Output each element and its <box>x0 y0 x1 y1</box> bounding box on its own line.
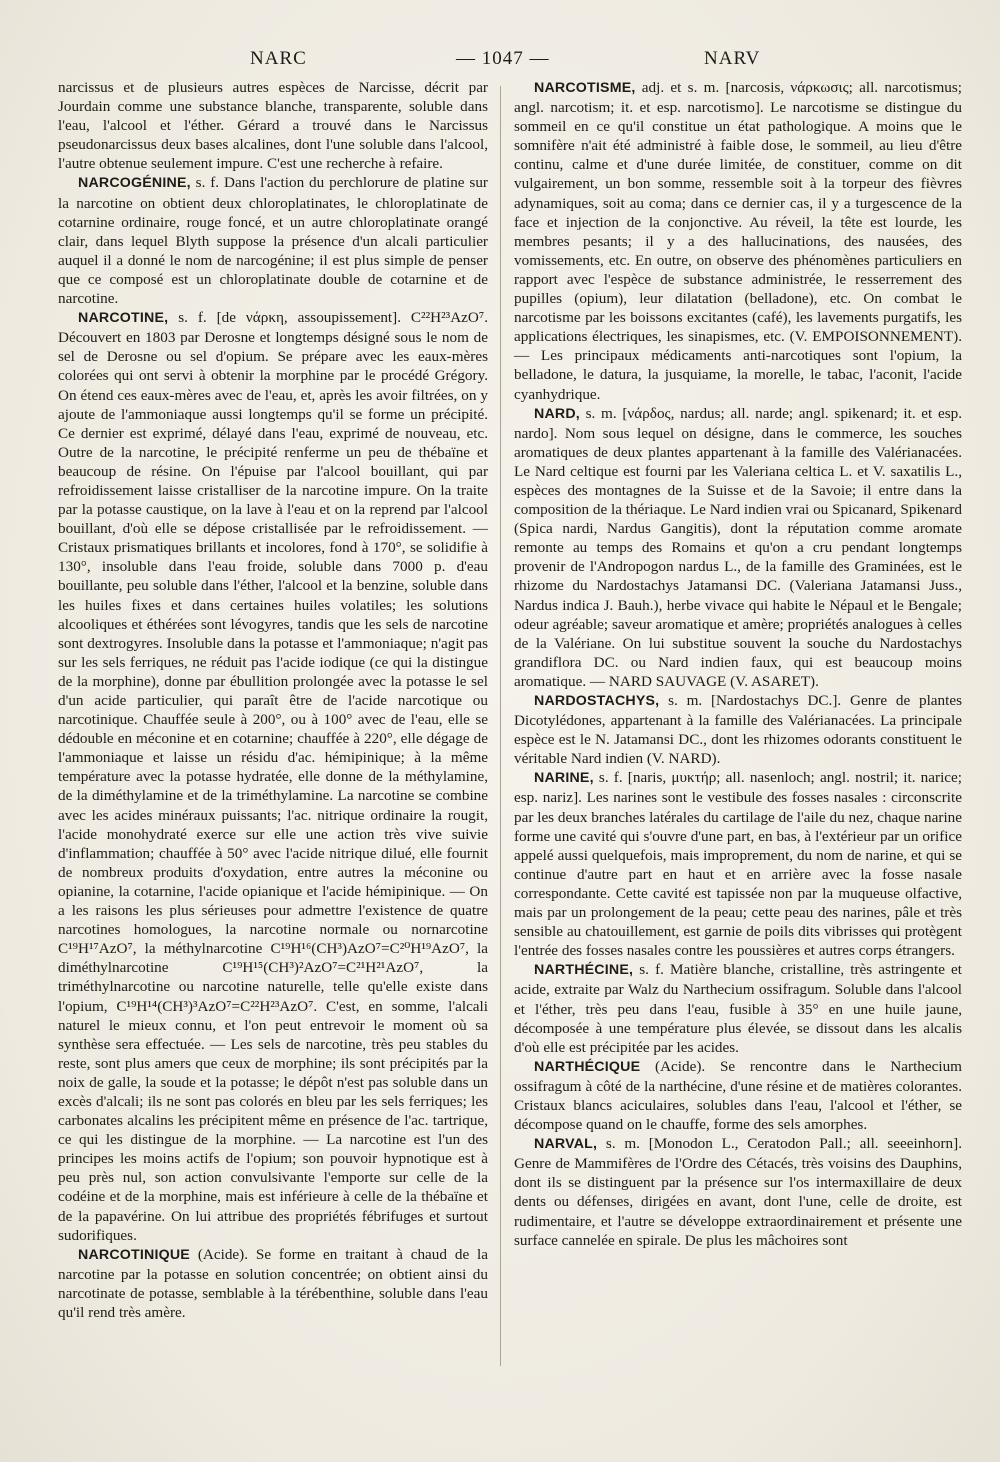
entry-headword: NARD, <box>534 405 580 422</box>
entry-nardostachys <box>514 691 962 768</box>
running-head-left: NARC <box>250 48 307 69</box>
left-column <box>58 78 488 1322</box>
entry-narcotinique <box>58 1245 488 1322</box>
entry-headword: NARINE, <box>534 770 594 787</box>
entry-text: (Acide). Se forme en traitant à chaud de la narcotine par la potasse en solution concentrée; on obtient ainsi du narcotinate de potasse, semblable à la térébenthine, soluble dans l'eau qu'il rend très amère. <box>58 1245 489 1321</box>
entry-headword: NARVAL, <box>534 1136 598 1153</box>
column-divider <box>500 86 501 1366</box>
running-head-right: NARV <box>704 48 761 69</box>
entry-headword: NARCOTINIQUE <box>78 1246 190 1263</box>
entry-narcotine <box>58 308 488 1245</box>
entry-narthecine <box>514 960 962 1056</box>
entry-headword: NARDOSTACHYS, <box>534 693 660 709</box>
entry-text: s. f. [de νάρκη, assoupissement]. C²²H²³AzO⁷. Découvert en 1803 par Derosne et longtemps désigné sous le nom de sel de Derosne ou sel d'opium. Se prépare avec les eaux-mères colorées qui ont servi à obtenir la morphine par le procédé Grégory. On étend ces eaux-mères avec de l'eau, et, après les avoir filtrées, on y ajoute de l'ammoniaque aussi longtemps qu'il se forme un précipité. Ce dernier est exprimé, délayé dans l'eau, exprimé de nouveau, etc. Outre de la narcotine, le précipité renferme un peu de thébaïne et beaucoup de résine. On l'épuise par l'alcool bouillant, qui par refroidissement laisse cristalliser de la narcotine impure. On la traite par la potasse caustique, on la lave à l'eau et on la reprend par l'alcool bouillant, d'où elle se dépose cristallisée par le refroidissement. — Cristaux prismatiques brillants et incolores, fond à 170°, se solidifie à 130°, insoluble dans l'eau froide, soluble dans 7000 p. d'eau bouillante, peu soluble dans l'éther, l'alcool et la benzine, soluble dans les huiles fixes et dans certaines huiles volatiles; les solutions alcooliques et éthérées sont lévogyres, tandis que les sels de narcotine sont dextrogyres. Insoluble dans la potasse et l'ammoniaque; n'agit pas sur les sels ferriques, ne réduit pas l'acide iodique (ce qui la distingue de la morphine), donne par ébullition prolongée avec la potasse le sel d'un acide particulier, qui paraît être de l'acide narcotique ou narcotinique. Chauffée seule à 200°, ou à 100° avec de l'eau, elle se dédouble en méconine et en cotarnine; chauffée à 220°, elle dégage de l'ammoniaque et laisse un résidu d'ac. hémipinique; à la même température avec la potasse hydratée, elle donne de la méthylamine, de la diméthylamine et de la triméthylamine. La narcotine se combine avec les acides minéraux puissants; l'ac. nitrique ordinaire la rougit, l'acide monohydraté exerce sur elle une action très vive suivie d'inflammation; chauffée à 50° avec l'acide nitrique dilué, elle fournit de nombreux produits d'oxydation, entre autres la méconine ou opianine, la cotarnine, l'acide opianique et l'acide hémipinique. — On a les raisons les plus sérieuses pour admettre l'existence de quatre narcotines homologues, la narcotine normale ou nornarcotine C¹⁹H¹⁷AzO⁷, la méthylnarcotine C¹⁹H¹⁶(CH³)AzO⁷=C²⁰H¹⁹AzO⁷, la diméthylnarcotine C¹⁹H¹⁵(CH³)²AzO⁷=C²¹H²¹AzO⁷, la triméthylnarcotine ou narcotine naturelle, telle qu'elle existe dans l'opium, C¹⁹H¹⁴(CH³)³AzO⁷=C²²H²³AzO⁷. C'est, en somme, l'alcali naturel le mieux connu, et l'on peut entrevoir le moment où sa synthèse sera effectuée. — Les sels de narcotine, très peu stables du reste, sont plus amers que ceux de morphine; ils sont précipités par la noix de galle, la soude et la potasse; le dépôt n'est pas soluble dans un excès d'alcali; ils ne sont pas colorés en bleu par les sels ferriques; les carbonates alcalins les précipitent même en présence de l'ac. tartrique, ce qui les distingue de la morphine. — La narcotine est l'un des principes les moins actifs de l'opium; son pouvoir hypnotique est à peu près nul, son action convulsivante l'emporte sur celle de la codéine et de la morphine, mais est inférieure à celle de la thébaïne et de la papavérine. On lui attribue des propriétés fébrifuges et surtout sudorifiques. <box>58 309 488 1244</box>
entry-narcogenine <box>58 173 488 308</box>
entry-narval <box>514 1134 962 1250</box>
entry-text: s. f. [naris, μυκτήρ; all. nasenloch; angl. nostril; it. narice; esp. nariz]. Les narines sont le vestibule des fosses nasales : circonscrite par les deux branches latérales du cartilage de l'aile du nez, chaque narine forme une cavité qui s'ouvre d'une part, en bas, à l'extérieur par un orifice appelé aussi quelquefois, mais improprement, du nom de narine, et qui se continue d'autre part en haut et en arrière avec la fosse nasale correspondante. Cette cavité est tapissée non par la muqueuse olfactive, mais par un prolongement de la peau; cette peau des narines, pâle et très sensible au chatouillement, est garnie de poils dits vibrisses qui protègent l'entrée des fosses nasales contre les poussières et autres corps étrangers. <box>514 769 962 960</box>
entry-text: (Acide). Se rencontre dans le Narthecium ossifragum à côté de la narthécine, d'une résine et de matières colorantes. Cristaux blancs aciculaires, solubles dans l'eau, l'alcool et l'éther, se décompose quand on le chauffe, forme des sels amorphes. <box>514 1057 962 1134</box>
entry-text: s. m. [Nardostachys DC.]. Genre de plantes Dicotylédones, appartenant à la famille des Valérianacées. La principale espèce est le N. Jatamansi DC., dont les rhizomes odorants constituent le véritable Nard indien (V. NARD). <box>514 692 962 768</box>
entry-narthecique <box>514 1057 962 1134</box>
entry-text: s. m. [Monodon L., Ceratodon Pall.; all. seeeinhorn]. Genre de Mammifères de l'Ordre des Cétacés, très voisins des Dauphins, dont ils se distinguent par la présence sur l'os intermaxillaire de deux dents ou défenses, dirigées en avant, dont l'une, celle de droite, est rudimentaire, et l'autre se développe extraordinairement et présente une surface cannelée en spirale. De plus les mâchoires sont <box>514 1135 962 1249</box>
entry-text: adj. et s. m. [narcosis, νάρκωσις; all. narcotismus; angl. narcotism; it. et esp. narcotismo]. Le narcotisme se distingue du sommeil en ce qu'il constitue un état pathologique. A moins que le somnifère n'ait été administré à faible dose, le sommeil, au lieu d'être continu, calme et d'une durée limitée, de constituer, comme on dit vulgairement, un bon somme, ressemble soit à la torpeur des fièvres adynamiques, soit au coma; dans ce dernier cas, il y a turgescence de la face et injection de la conjonctive. Au réveil, la tête est lourde, les membres pesants; il y a des hallucinations, des nausées, des vomissements, etc. En outre, on observe des phénomènes particuliers en rapport avec l'espèce de substance administrée, le resserrement des pupilles (opium), leur dilatation (belladone), etc. On combat le narcotisme par les boissons excitantes (café), les lavements purgatifs, les applications électriques, les sinapismes, etc. (V. EMPOISONNEMENT). — Les principaux médicaments anti-narcotiques sont l'opium, la belladone, le datura, la jusquiame, la morelle, le tabac, l'aconit, l'acide cyanhydrique. <box>514 79 962 403</box>
entry-headword: NARCOTISME, <box>534 80 636 96</box>
page-number: — 1047 — <box>456 48 550 69</box>
entry-headword: NARCOGÉNINE, <box>78 175 191 192</box>
entry-narcotisme <box>514 78 962 404</box>
entry-headword: NARTHÉCIQUE <box>534 1058 641 1075</box>
entry-narine <box>514 768 962 960</box>
entry-continuation <box>58 78 488 173</box>
entry-text: s. f. Matière blanche, cristalline, très astringente et acide, extraite par Walz du Narthecium ossifragum. Soluble dans l'alcool et l'éther, très peu dans l'eau, fusible à 35° en une huile jaune, décomposée à une température plus élevée, se dissout dans les alcalis d'où elle est précipitée par les acides. <box>514 961 962 1056</box>
right-column <box>514 78 962 1250</box>
entry-text: s. m. [νάρδος, nardus; all. narde; angl. spikenard; it. et esp. nardo]. Nom sous lequel on désigne, dans le commerce, les souches aromatiques de deux plantes appartenant à la famille des Valérianacées. Le Nard celtique est fourni par les Valeriana celtica L. et V. saxatilis L., espèces des montagnes de la Suisse et de la Savoie; il entre dans la composition de la thériaque. Le Nard indien vrai ou Spicanard, Spikenard (Spica nardi, Nardus Gangitis), dont la réputation comme aromate remonte au temps des Romains et qu'on a cru pendant longtemps provenir de l'Andropogon nardus L., de la famille des Graminées, est le rhizome du Nardostachys Jatamansi DC. (Valeriana Jatamansi Juss., Nardus indica J. Bauh.), herbe vivace qui habite le Népaul et le Bengale; odeur agréable; saveur aromatique et amère; propriétés analogues à celles de la Valériane. On lui substitue souvent la souche du Nardostachys grandiflora DC. ou Nard indien faux, qui est beaucoup moins aromatique. — NARD SAUVAGE (V. ASARET). <box>514 404 963 690</box>
entry-nard <box>514 404 962 691</box>
entry-text: s. f. Dans l'action du perchlorure de platine sur la narcotine on obtient deux chloroplatinates, le chloroplatinate de cotarnine ordinaire, rouge foncé, et un autre chloroplatinate orangé clair, dans lequel Blyth suppose la présence d'un alcali particulier auquel il a donné le nom de narcogénine; il est plus simple de penser que ce composé est un chloroplatinate double de cotarnine et de narcotine. <box>58 174 488 308</box>
entry-headword: NARCOTINE, <box>78 310 169 327</box>
entry-headword: NARTHÉCINE, <box>534 962 634 979</box>
entry-text: narcissus et de plusieurs autres espèces de Narcisse, décrit par Jourdain comme une substance blanche, transparente, soluble dans l'eau, l'alcool et l'éther. Gérard a trouvé dans le Narcissus pseudonarcissus deux bases alcalines, dont l'une soluble dans l'alcool, l'autre obtenue seulement impure. C'est une recherche à refaire. <box>58 79 488 173</box>
